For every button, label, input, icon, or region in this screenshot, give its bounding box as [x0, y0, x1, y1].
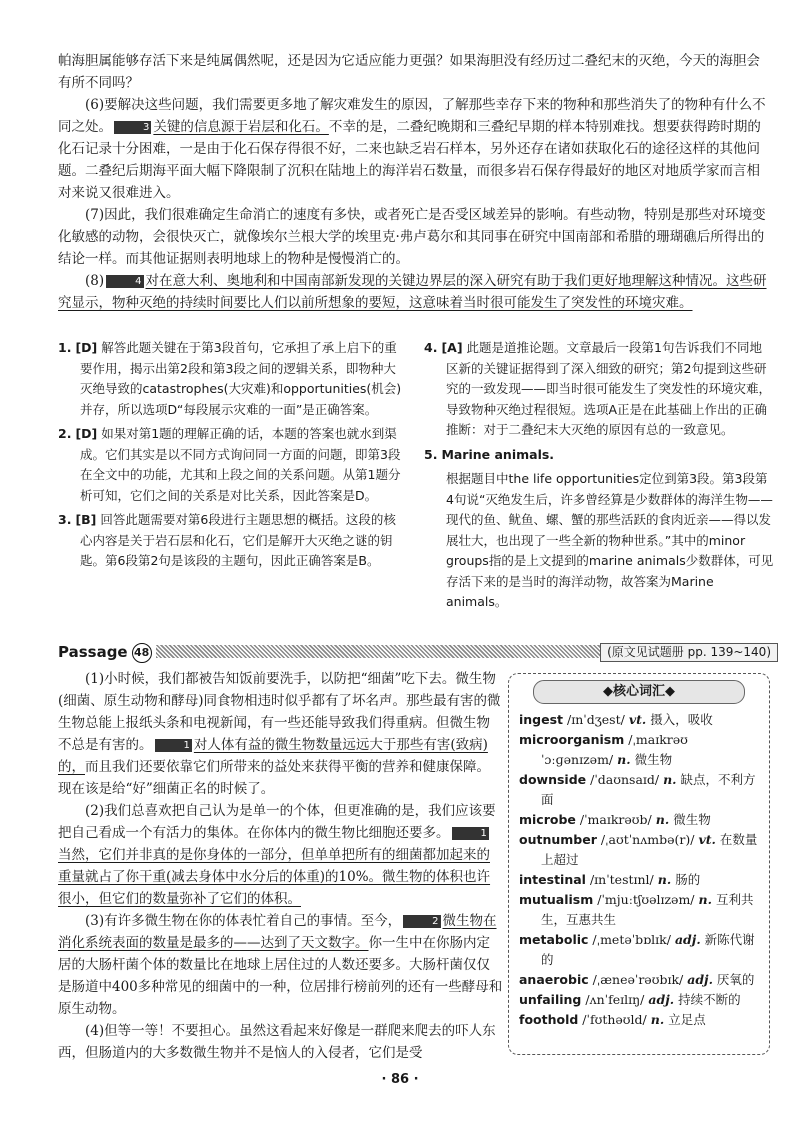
vocabulary-list [509, 710, 769, 1030]
paragraph-4: (4)但等一等！不要担心。虽然这看起来好像是一群爬来爬去的吓人东西，但肠道内的大多数微生物并不是恼人的入侵者，它们是受 [58, 1023, 496, 1061]
passage-translation [58, 668, 503, 1064]
vocab-item: outnumber /ˌaʊtˈnʌmbə(r)/ vt. 在数量上超过 [519, 832, 758, 867]
underlined-key-sentence: 当然，它们并非真的是你身体的一部分，但单单把所有的细菌都加起来的重量就占了你干重(减去身体中水分后的体重)的10%。微生物的体积也许很小，但它们的数量弥补了它们的体积。 [58, 847, 491, 907]
answer-item: 1. [D] 解答此题关键在于第3段首句，它承担了承上启下的重要作用，揭示出第2段和第3段之间的逻辑关系，即物种大灭绝导致的catastrophes(大灾难)和opportunities(机会)并存，所以选项D“每段展示灾难的一面”是正确答案。 [58, 340, 402, 417]
question-marker: 3 [114, 121, 151, 134]
passage-header [58, 641, 778, 663]
underlined-key-sentence: 微生物在消化系统表面的数量是最多的——达到了天文数字。 [58, 913, 497, 951]
paragraph-7: (7)因此，我们很难确定生命消亡的速度有多快，或者死亡是否受区域差异的影响。有些动物，特别是那些对环境变化敏感的动物，会很快灭亡，就像埃尔兰根大学的埃里克·弗卢葛尔和其同事在研究中国南部和希腊的珊瑚礁后所得出的结论一样。而其他证据则表明地球上的物种是慢慢消亡的。 [58, 207, 766, 267]
answer-item: 2. [D] 如果对第1题的理解正确的话，本题的答案也就水到渠成。它们其实是以不同方式询问同一方面的问题，即第3段在全文中的功能，尤其和上段之间的关系问题。从第1题分析可知，它们之间的关系是对比关系，因此答案是D。 [58, 426, 401, 503]
passage-title: Passage 48 [58, 641, 152, 663]
answer-body: 根据题目中the life opportunities定位到第3段。第3段第4句说“灭绝发生后，许多曾经算是少数群体的海洋生物——现代的鱼、鱿鱼、螺、蟹的那些活跃的食肉近亲——得以发展壮大，也出现了一些全新的物种世系。”其中的minor groups指的是上文提到的marine animals少数群体，可见存活下来的是当时的海洋动物，故答案为Marine animals。 [446, 471, 774, 609]
underlined-key-sentence: 对人体有益的微生物数量远远大于那些有害(致病)的， [58, 737, 488, 775]
page-number: · 86 · [381, 1072, 419, 1087]
answer-item: 4. [A] 此题是道推论题。文章最后一段第1句告诉我们不同地区新的关键证据得到了深入细致的研究；第2句提到这些研究的一致发现——即当时很可能发生了突发性的环境灾难，导致物种灭绝过程很短。选项A正是在此基础上作出的正确推断：对于二叠纪末大灭绝的原因有总的一致意见。 [424, 340, 772, 437]
vocab-item: intestinal /ɪnˈtestɪnl/ n. 肠的 [519, 872, 701, 887]
source-reference: (原文见试题册 pp. 139~140) [600, 643, 778, 662]
vocab-item: downside /ˈdaʊnsaɪd/ n. 缺点，不利方面 [519, 772, 756, 807]
question-marker: 1 [155, 739, 192, 752]
paragraph-2: (2)我们总喜欢把自己认为是单一的个体，但更准确的是，我们应该要把自己看成一个有活力的集体。在你体内的微生物比细胞还要多。 1当然，它们并非真的是你身体的一部分，但单单把所有的细菌都加起来的重量就占了你干重(减去身体中水分后的体重)的10%。微生物的体积也许很小，但它们的数量弥补了它们的体积。 [58, 803, 496, 907]
paragraph-5-tail: 帕海胆属能够存活下来是纯属偶然呢，还是因为它适应能力更强？如果海胆没有经历过二叠纪末的灭绝，今天的海胆会有所不同吗？ [58, 53, 760, 91]
vocab-item: mutualism /ˈmjuːtʃʊəlɪzəm/ n. 互利共生，互惠共生 [519, 892, 754, 927]
vocab-item: metabolic /ˌmetəˈbɒlɪk/ adj. 新陈代谢的 [519, 932, 755, 967]
passage-number: 48 [132, 643, 152, 663]
article-continuation [58, 50, 768, 314]
answer-item: 5. Marine animals. [424, 446, 555, 462]
vocabulary-box [508, 673, 770, 1055]
underlined-key-sentence: 关键的信息源于岩层和化石。 [153, 119, 329, 135]
answers-right-column [424, 338, 774, 617]
answer-item: 3. [B] 回答此题需要对第6段进行主题思想的概括。这段的核心内容是关于岩石层和化石，它们是解开大灭绝之谜的钥匙。第6段第2句是该段的主题句，因此正确答案是B。 [58, 512, 396, 568]
underlined-key-sentence: 对在意大利、奥地利和中国南部新发现的关键边界层的深入研究有助于我们更好地理解这种情况。这些研究显示，物种灭绝的持续时间要比人们以前所想象的要短，这意味着当时很可能发生了突发性的环境灾难。 [58, 273, 767, 311]
paragraph-8: (8) 4 对在意大利、奥地利和中国南部新发现的关键边界层的深入研究有助于我们更好地理解这种情况。这些研究显示，物种灭绝的持续时间要比人们以前所想象的要短，这意味着当时很可能发生了突发性的环境灾难。 [58, 273, 767, 311]
question-marker: 4 [106, 275, 143, 288]
answers-left-column [58, 338, 403, 576]
vocab-item: ingest /ɪnˈdʒest/ vt. 摄入，吸收 [519, 712, 713, 727]
paragraph-6: (6)要解决这些问题，我们需要更多地了解灾难发生的原因，了解那些幸存下来的物种和那些消失了的物种有什么不同之处。 3 关键的信息源于岩层和化石。不幸的是，二叠纪晚期和三叠纪早期的样本特别难找。想要获得跨时期的化石记录十分困难，一是由于化石保存得很不好，二来也缺乏岩石样本，另外还存在诸如获取化石的途径这样的其他问题。二叠纪后期海平面大幅下降限制了沉积在陆地上的海洋岩石数量，而很多岩石保存得最好的地区对地质学家而言相对来说又很难进入。 [58, 97, 766, 201]
decorative-hatch-bar [156, 645, 626, 658]
question-marker: 2 [403, 915, 440, 928]
vocab-item: anaerobic /ˌæneəˈrəʊbɪk/ adj. 厌氧的 [519, 972, 755, 987]
vocab-item: foothold /ˈfʊthəʊld/ n. 立足点 [519, 1012, 706, 1027]
paragraph-1: (1)小时候，我们都被告知饭前要洗手，以防把“细菌”吃下去。微生物(细菌、原生动物和酵母)同食物相违时似乎都有了坏名声。那些最有害的微生物总能上报纸头条和电视新闻，有一些还能导致我们得重病。但微生物不总是有害的。 1 对人体有益的微生物数量远远大于那些有害(致病)的，而且我们还要依靠它们所带来的益处来获得平衡的营养和健康保障。现在该是给“好”细菌正名的时候了。 [58, 671, 501, 797]
vocab-item: microorganism /ˌmaɪkrəʊˈɔːɡənɪzəm/ n. 微生物 [519, 732, 688, 767]
question-marker: 1 [452, 827, 489, 840]
vocab-item: microbe /ˈmaɪkrəʊb/ n. 微生物 [519, 812, 711, 827]
vocabulary-title: ◆核心词汇◆ [533, 680, 745, 704]
vocab-item: unfailing /ʌnˈfeɪlɪŋ/ adj. 持续不断的 [519, 992, 741, 1007]
paragraph-3: (3)有许多微生物在你的体表忙着自己的事情。至今， 2 微生物在消化系统表面的数量是最多的——达到了天文数字。你一生中在你肠内定居的大肠杆菌个体的数量比在地球上居住过的人数还要多。大肠杆菌仅仅是肠道中400多种常见的细菌中的一种，位居排行榜前列的还有一些酵母和原生动物。 [58, 913, 503, 1017]
